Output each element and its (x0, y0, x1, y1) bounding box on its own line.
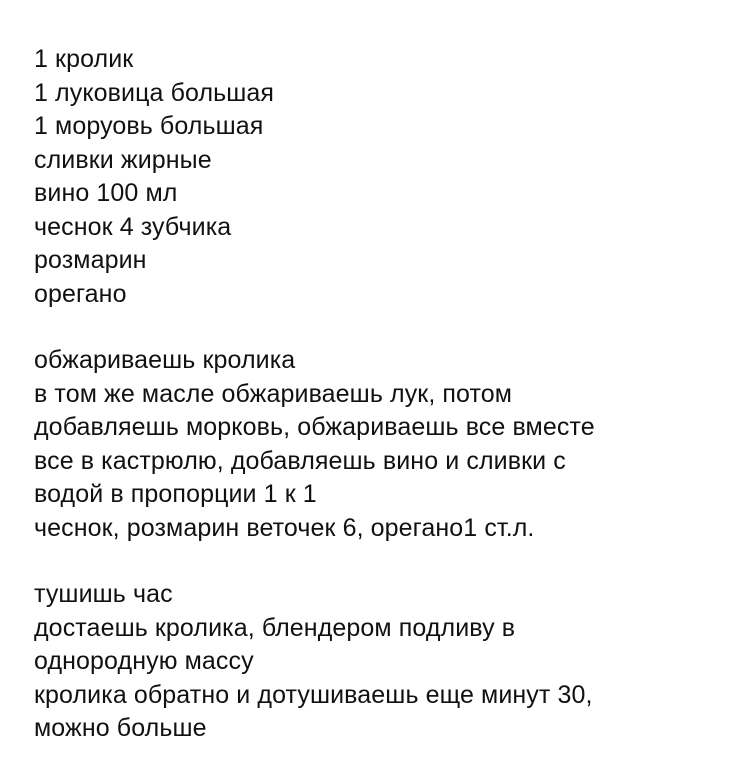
ingredient-line: 1 моруовь большая (34, 112, 264, 140)
step-line: все в кастрюлю, добавляешь вино и сливки с (34, 446, 566, 475)
step-line: добавляешь морковь, обжариваешь все вместе (34, 413, 595, 441)
ingredient-line: вино 100 мл (34, 179, 178, 207)
step-line: тушишь час (34, 580, 173, 608)
step-line: водой в пропорции 1 к 1 (34, 480, 317, 508)
step-line: достаешь кролика, блендером подливу в (34, 613, 516, 642)
step-line: обжариваешь кролика (34, 346, 296, 374)
recipe-note (34, 43, 734, 746)
step-line: кролика обратно и дотушиваешь еще минут 30, (34, 680, 593, 709)
ingredient-line: розмарин (34, 246, 147, 274)
ingredient-line: орегано (34, 279, 127, 308)
ingredient-line: чеснок 4 зубчика (34, 212, 232, 241)
step-line: можно больше (34, 714, 207, 742)
step-line: чеснок, розмарин веточек 6, орегано1 ст.л. (34, 513, 535, 542)
ingredient-line: сливки жирные (34, 145, 212, 174)
cooking-steps-part-2 (34, 578, 734, 746)
step-line: в том же масле обжариваешь лук, потом (34, 379, 513, 408)
cooking-steps-part-1 (34, 344, 734, 545)
step-line: однородную массу (34, 647, 254, 675)
ingredient-line: 1 кролик (34, 45, 134, 73)
ingredient-line: 1 луковица большая (34, 78, 275, 107)
ingredients-list (34, 43, 734, 311)
